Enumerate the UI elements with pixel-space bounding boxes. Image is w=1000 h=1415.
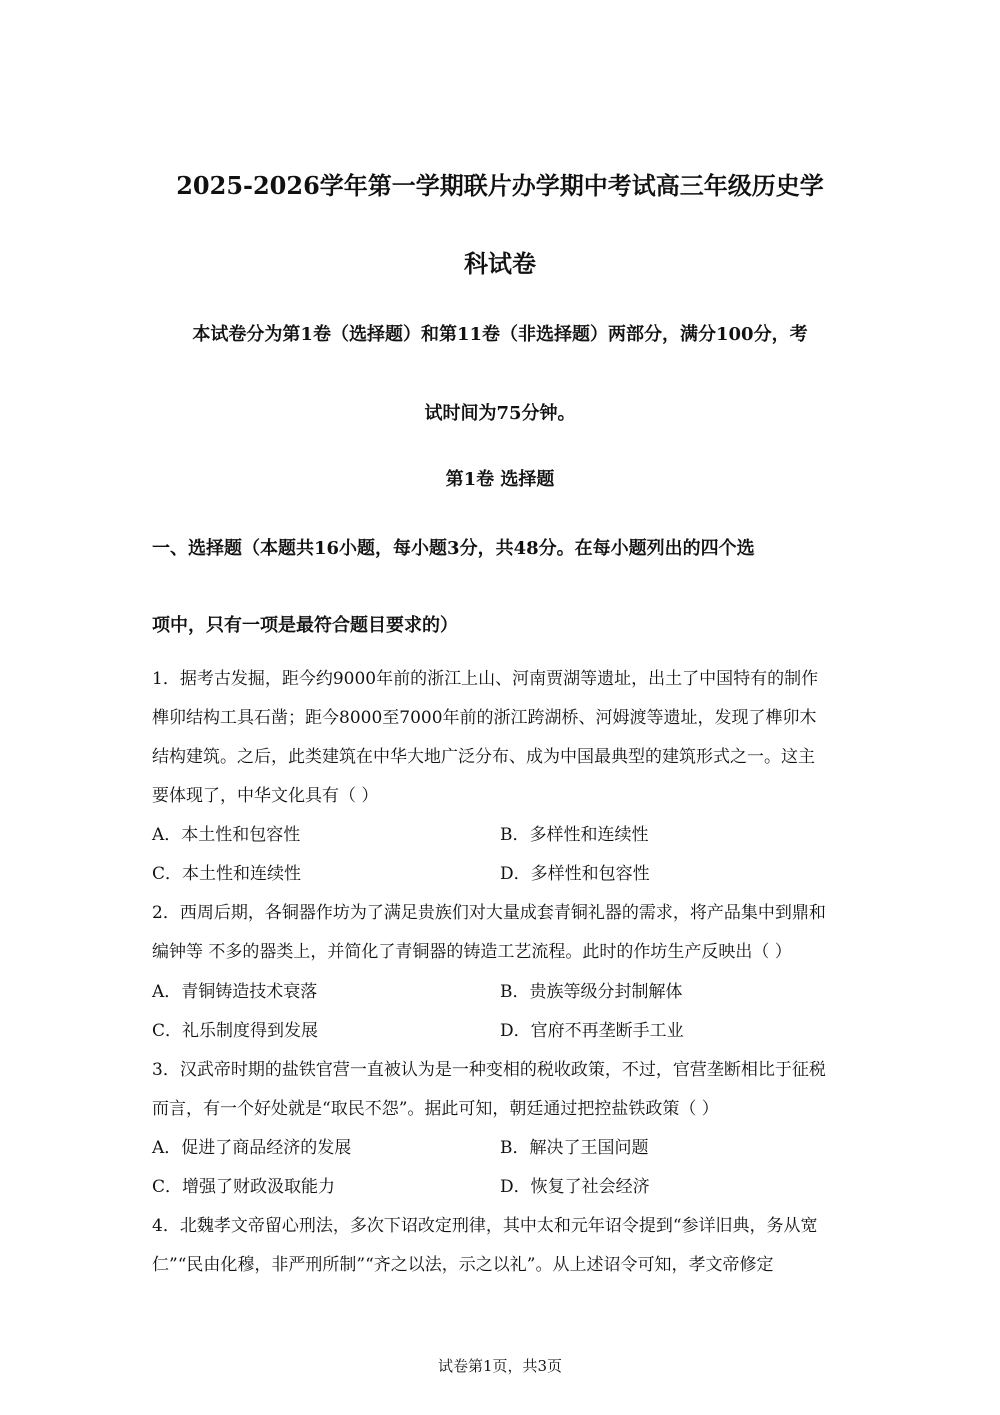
question-1-option-c: C．本土性和连续性 — [152, 864, 302, 884]
question-2-option-d: D．官府不再垄断手工业 — [500, 1021, 684, 1041]
question-3-line-2: 而言，有一个好处就是“取民不怨”。据此可知，朝廷通过把控盐铁政策（ ） — [152, 1099, 719, 1119]
part-heading: 第1卷 选择题 — [445, 469, 555, 490]
section-heading-line-1: 一、选择题（本题共16小题，每小题3分，共48分。在每小题列出的四个选 — [152, 538, 755, 559]
page-footer: 试卷第1页，共3页 — [437, 1357, 563, 1375]
exam-intro-line-1: 本试卷分为第1卷（选择题）和第11卷（非选择题）两部分，满分100分，考 — [192, 324, 808, 345]
exam-title-line-1: 2025-2026学年第一学期联片办学期中考试高三年级历史学 — [176, 171, 824, 200]
question-1-option-d: D．多样性和包容性 — [500, 864, 650, 884]
question-1-option-a: A．本土性和包容性 — [152, 825, 301, 845]
question-3-option-a: A．促进了商品经济的发展 — [152, 1138, 352, 1158]
question-1-line-4: 要体现了，中华文化具有（ ） — [152, 786, 379, 806]
section-heading-line-2: 项中，只有一项是最符合题目要求的） — [152, 615, 458, 636]
question-1-line-2: 榫卯结构工具石凿；距今8000至7000年前的浙江跨湖桥、河姆渡等遗址，发现了榫卯木 — [152, 708, 817, 728]
question-2-option-a: A．青铜铸造技术衰落 — [152, 982, 318, 1002]
question-4-line-1: 4．北魏孝文帝留心刑法，多次下诏改定刑律，其中太和元年诏令提到“参详旧典，务从宽 — [152, 1216, 818, 1236]
question-4-line-2: 仁”“民由化穆，非严刑所制”“齐之以法，示之以礼”。从上述诏令可知，孝文帝修定 — [152, 1255, 774, 1275]
exam-title-line-2: 科试卷 — [464, 249, 536, 278]
question-2-line-2: 编钟等 不多的器类上，并简化了青铜器的铸造工艺流程。此时的作坊生产反映出（ ） — [152, 942, 792, 962]
question-3-line-1: 3．汉武帝时期的盐铁官营一直被认为是一种变相的税收政策，不过，官营垄断相比于征税 — [152, 1060, 826, 1080]
question-2-option-b: B．贵族等级分封制解体 — [500, 982, 683, 1002]
question-2-option-c: C．礼乐制度得到发展 — [152, 1021, 319, 1041]
question-1-line-1: 1．据考古发掘，距今约9000年前的浙江上山、河南贾湖等遗址，出土了中国特有的制作 — [152, 669, 819, 689]
question-3-option-d: D．恢复了社会经济 — [500, 1177, 650, 1197]
exam-intro-line-2: 试时间为75分钟。 — [424, 403, 576, 424]
question-1-line-3: 结构建筑。之后，此类建筑在中华大地广泛分布、成为中国最典型的建筑形式之一。这主 — [152, 747, 815, 767]
question-1-option-b: B．多样性和连续性 — [500, 825, 649, 845]
question-3-option-b: B．解决了王国问题 — [500, 1138, 649, 1158]
question-2-line-1: 2．西周后期，各铜器作坊为了满足贵族们对大量成套青铜礼器的需求，将产品集中到鼎和 — [152, 903, 826, 923]
question-3-option-c: C．增强了财政汲取能力 — [152, 1177, 336, 1197]
